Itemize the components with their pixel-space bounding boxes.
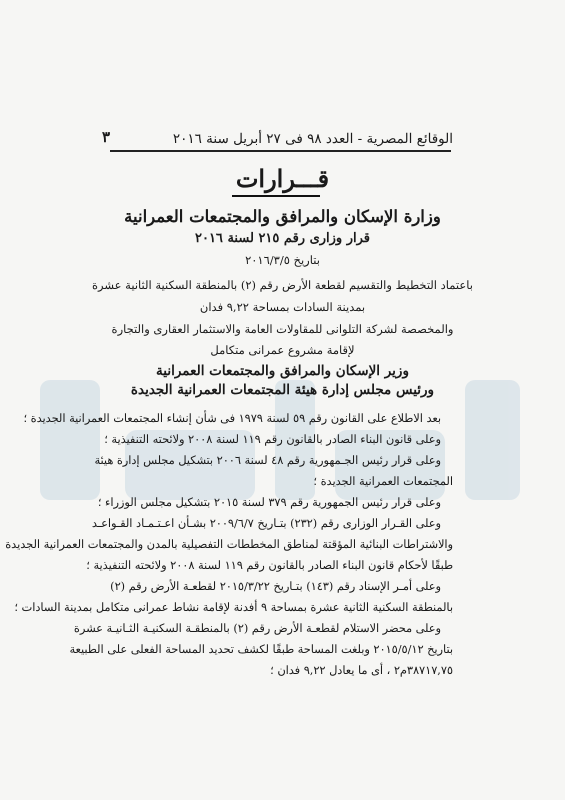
body-line: بتاريخ ٢٠١٥/٥/١٢ وبلغت المساحة طبقًا لكشف تحديد المساحة الفعلى على الطبيعة bbox=[69, 643, 453, 656]
header-text: الوقائع المصرية - العدد ٩٨ فى ٢٧ أبريل سنة ٢٠١٦ bbox=[172, 131, 453, 147]
body-line: وعلى قانون البناء الصادر بالقانون رقم ١١٩ لسنة ٢٠٠٨ ولائحته التنفيذية ؛ bbox=[104, 433, 441, 446]
decree-number: قرار وزارى رقم ٢١٥ لسنة ٢٠١٦ bbox=[194, 231, 371, 246]
body-line: بالمنطقة السكنية الثانية عشرة بمساحة ٩ أفدنة لإقامة نشاط عمرانى متكامل بمدينة السادات ؛ bbox=[14, 601, 453, 614]
body-line: طبقًا لأحكام قانون البناء الصادر بالقانون رقم ١١٩ لسنة ٢٠٠٨ ولائحته التنفيذية ؛ bbox=[86, 559, 453, 572]
header-rule bbox=[110, 150, 451, 152]
page-number: ٣ bbox=[102, 128, 111, 146]
decree-body bbox=[5, 408, 453, 681]
ministry-name: وزارة الإسكان والمرافق والمجتمعات العمرانية bbox=[124, 207, 441, 226]
running-header bbox=[102, 128, 453, 150]
body-line: وعلى قرار رئيس الجـمهورية رقم ٤٨ لسنة ٢٠٠٦ بتشكيل مجلس إدارة هيئة bbox=[94, 454, 441, 467]
signatory-line: وزير الإسكان والمرافق والمجتمعات العمرانية bbox=[156, 363, 409, 379]
title-underline bbox=[232, 195, 320, 197]
body-line: وعلى محضر الاستلام لقطعـة الأرض رقم (٢) بالمنطقـة السكنيـة الثـانيـة عشرة bbox=[73, 622, 441, 635]
signatory-line: ورئيس مجلس إدارة هيئة المجتمعات العمرانية الجديدة bbox=[130, 382, 435, 398]
section-title: قـــرارات bbox=[235, 164, 330, 193]
caption-line: بمدينة السادات بمساحة ٩,٢٢ فدان bbox=[199, 300, 366, 314]
body-line: ٣٨٧١٧,٧٥م٢ ، أى ما يعادل ٩,٢٢ فدان ؛ bbox=[270, 664, 453, 677]
body-line: وعلى أمـر الإسناد رقم (١٤٣) بتـاريخ ٢٠١٥/٣/٢٢ لقطعـة الأرض رقم (٢) bbox=[110, 580, 441, 593]
decree-date: بتاريخ ٢٠١٦/٣/٥ bbox=[245, 253, 320, 267]
caption-line: لإقامة مشروع عمرانى متكامل bbox=[210, 343, 355, 357]
body-line: وعلى قرار رئيس الجمهورية رقم ٣٧٩ لسنة ٢٠١٥ بتشكيل مجلس الوزراء ؛ bbox=[97, 496, 441, 509]
caption-line: باعتماد التخطيط والتقسيم لقطعة الأرض رقم (٢) بالمنطقة السكنية الثانية عشرة bbox=[92, 278, 473, 292]
body-line: وعلى القـرار الوزارى رقم (٢٣٢) بتـاريخ ٢٠٠٩/٦/٧ بشـأن اعـتـمـاد القـواعـد bbox=[91, 517, 441, 530]
body-line: المجتمعات العمرانية الجديدة ؛ bbox=[313, 475, 453, 488]
body-line: بعد الاطلاع على القانون رقم ٥٩ لسنة ١٩٧٩ فى شأن إنشاء المجتمعات العمرانية الجديدة ؛ bbox=[23, 412, 441, 425]
body-line: والاشتراطات البنائية المؤقتة لمناطق المخططات التفصيلية بالمدن والمجتمعات العمرانية الجديدة bbox=[5, 538, 453, 551]
caption-line: والمخصصة لشركة التلوانى للمقاولات العامة والاستثمار العقارى والتجارة bbox=[111, 322, 454, 336]
